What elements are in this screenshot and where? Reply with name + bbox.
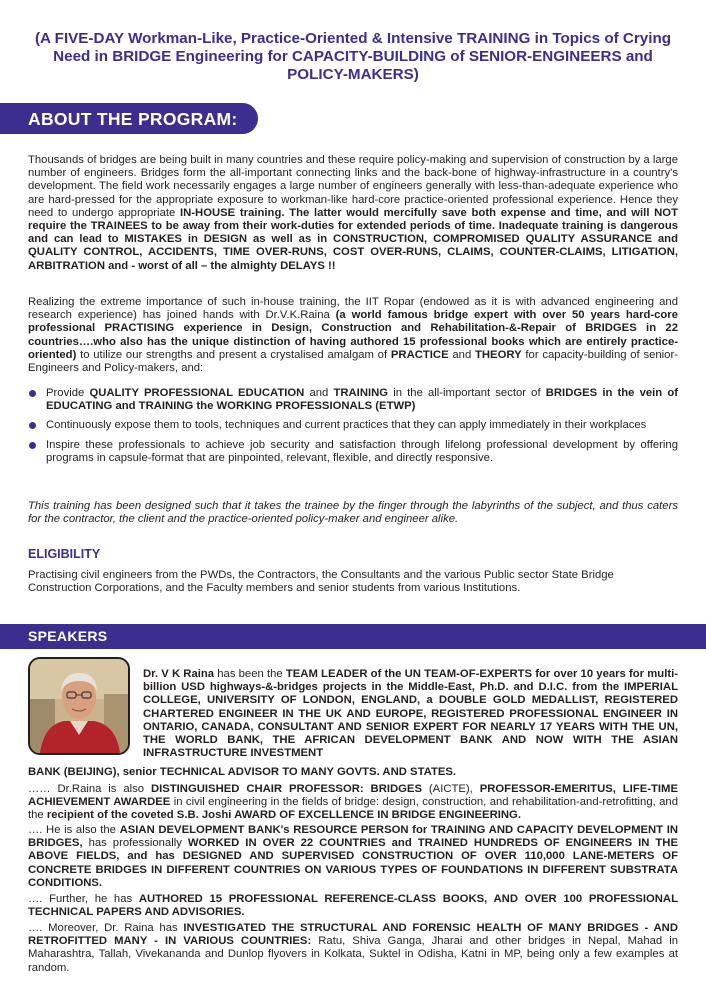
s3-b: ASIAN DEVELOPMENT BANK's RESOURCE PERSON for TRAINING AND CAPACITY DEVELOPMENT IN BRIDGES, — [28, 824, 679, 850]
about-p2-c: to utilize our strengths and present a crystalised amalgam of — [76, 348, 391, 361]
program-subtitle: (A FIVE-DAY Workman-Like, Practice-Oriented & Intensive TRAINING in Topics of Crying Need in BRIDGE Engineering for CAPACITY-BUILDING of SENIOR-ENGINEERS and POLICY-MAKERS) — [34, 30, 672, 83]
bullet1-a: Provide — [46, 387, 90, 399]
about-heading: ABOUT THE PROGRAM: — [28, 109, 238, 129]
bullet-icon — [29, 390, 36, 397]
speaker-bio-5 — [28, 922, 678, 975]
objectives-list — [28, 387, 678, 471]
list-item — [28, 439, 678, 465]
s5-c: Ratu, Shiva Ganga, Jharai and other bridges in Nepal, Mahad in Maharashtra, Tallah, Vivekananda and Dunlop flyovers in Kolkata, Suktel in Odisha, Katni in MP, being only a few examples at random. — [28, 935, 678, 974]
speaker-bio-a: has been the — [214, 668, 286, 680]
speaker-portrait-image — [30, 659, 128, 753]
s3-d: WORKED IN OVER 22 COUNTRIES and TRAINED HUNDREDS OF ENGINEERS IN THE ABOVE FIELDS, and has DESIGNED AND SUPERVISED CONSTRUCTION OF OVER 110,000 LANE-METERS OF CONCRETE BRIDGES IN DIFFERENT COUNTRIES ON VARIOUS TYPES OF FOUNDATIONS IN DIFFERENT SUBSTRATA CONDITIONS. — [28, 837, 678, 889]
speakers-heading: SPEAKERS — [28, 628, 108, 644]
s4-a: …. Further, he has — [28, 893, 139, 905]
s5-b: INVESTIGATED THE STRUCTURAL AND FORENSIC HEALTH OF MANY BRIDGES - AND RETROFITTED MANY - IN VARIOUS COUNTRIES: — [28, 922, 678, 948]
s2-b: DISTINGUISHED CHAIR PROFESSOR: BRIDGES — [150, 783, 423, 795]
s2-d: PROFESSOR-EMERITUS, LIFE-TIME ACHIEVEMENT AWARDEE — [28, 783, 679, 809]
about-p1-text: Thousands of bridges are being built in many countries and these require policy-making and supervision of construction by a large number of engineers. Bridges form the all-important connecting links and the back-bone of highway-infrastructure in a country's development. The field work necessarily engages a large number of engineers generally with less-than-adequate experience who are hard-pressed for the appropriate exposure to workman-like hard-core practice-oriented professional experience. Hence they need to undergo appropriate — [28, 154, 678, 219]
s3-a: …. He is also the — [28, 824, 120, 836]
eligibility-text: Practising civil engineers from the PWDs, the Contractors, the Consultants and the various Public sector State Bridge Construction Corporations, and the Faculty members and senior students from various Institutions. — [28, 569, 614, 595]
s5-a: …. Moreover, Dr. Raina has — [28, 922, 184, 934]
s3-c: has professionally — [82, 837, 188, 850]
about-p2-f: THEORY — [475, 348, 522, 361]
speaker-bio-main — [143, 668, 678, 760]
training-note: This training has been designed such that it takes the trainee by the finger through the labyrinths of the subject, and thus caters for the contractor, the client and the practice-oriented policy-maker and engineer alike. — [28, 500, 678, 526]
about-paragraph-2 — [28, 296, 678, 375]
speaker-photo — [28, 657, 130, 755]
speaker-bio-3 — [28, 824, 678, 890]
bullet3-text: Inspire these professionals to achieve job security and satisfaction through lifelong professional development by offering programs in capsule-format that are pinpointed, relevant, flexible, and directly responsive. — [46, 438, 678, 464]
bullet-icon — [29, 442, 36, 449]
bullet1-c: and — [304, 387, 334, 399]
about-paragraph-1 — [28, 154, 678, 273]
s4-b: AUTHORED 15 PROFESSIONAL REFERENCE-CLASS BOOKS, AND OVER 100 PROFESSIONAL TECHNICAL PAPERS AND ADVISORIES. — [28, 893, 678, 919]
s2-c: (AICTE), — [422, 783, 480, 795]
about-p2-b: (a world famous bridge expert with over 50 years hard-core professional PRACTISING experience in Design, Construction and Rehabilitation-&-Repair of BRIDGES in 22 countries….who also has the unique distinction of having authored 15 professional books which are entirely practice-oriented) — [28, 309, 678, 361]
bullet1-d: TRAINING — [333, 387, 389, 399]
about-p2-a: Realizing the extreme importance of such in-house training, the IIT Ropar (endowed as it is with advanced engineering and research experience) has joined hands with Dr.V.K.Raina — [28, 296, 678, 322]
about-p2-e: and — [448, 348, 475, 361]
speaker-bio-cont: BANK (BEIJING), senior TECHNICAL ADVISOR TO MANY GOVTS. AND STATES. — [28, 766, 457, 778]
speaker-bio-b: TEAM LEADER of the UN TEAM-OF-EXPERTS for over 10 years for multi-billion USD highways-&-bridges projects in the Middle-East, Ph.D. and D.I.C. from the IMPERIAL COLLEGE, UNIVERSITY OF LONDON, ENGLAND, a DOUBLE GOLD MEDALLIST, REGISTERED CHARTERED ENGINEER IN THE UK AND EUROPE, REGISTERED PROFESSIONAL ENGINEER IN ONTARIO, CANADA, CONSULTANT AND SENIOR EXPERT FOR NEARLY 17 YEARS WITH THE UN, THE WORLD BANK, THE AFRICAN DEVELOPMENT BANK AND NOW WITH THE ASIAN INFRASTRUCTURE INVESTMENT — [143, 668, 678, 760]
s2-e: in civil engineering in the fields of bridge: design, construction, and rehabilitation-and-retrofitting, and the — [28, 796, 678, 822]
about-p1-bold: IN-HOUSE training. The latter would mercifully save both expense and time, and will NOT require the TRAINEES to be away from their work-duties for extended periods of time. Inadequate training is dangerous and can lead to MISTAKES in DESIGN as well as in CONSTRUCTION, COMPROMISED QUALITY ASSURANCE and QUALITY CONTROL, ACCIDENTS, TIME OVER-RUNS, COST OVER-RUNS, CLAIMS, COUNTER-CLAIMS, LITIGATION, ARBITRATION and - worst of all – the almighty DELAYS !! — [28, 206, 678, 272]
eligibility-heading: ELIGIBILITY — [28, 547, 101, 561]
bullet2-text: Continuously expose them to tools, techniques and current practices that they can apply immediately in their workplaces — [46, 419, 647, 432]
bullet1-e: in the all-important sector of — [388, 387, 546, 399]
speaker-bio-continued — [28, 766, 678, 779]
speaker-bio-4 — [28, 893, 678, 919]
bullet1-b: QUALITY PROFESSIONAL EDUCATION — [89, 387, 305, 399]
about-p2-g: for capacity-building of senior-Engineers and Policy-makers, and: — [28, 348, 678, 375]
s2-a: …… Dr.Raina is also — [28, 783, 151, 795]
list-item — [28, 387, 678, 413]
speaker-bio-2 — [28, 783, 678, 823]
list-item — [28, 419, 678, 432]
speaker-name: Dr. V K Raina — [143, 668, 215, 680]
about-heading-band — [0, 103, 258, 134]
speakers-heading-band — [0, 624, 706, 649]
about-p2-d: PRACTICE — [390, 348, 449, 361]
bullet1-f: BRIDGES in the vein of EDUCATING and TRAINING the WORKING PROFESSIONALS (ETWP) — [46, 387, 678, 413]
s2-f: recipient of the coveted S.B. Joshi AWARD OF EXCELLENCE IN BRIDGE ENGINEERING. — [46, 809, 521, 822]
bullet-icon — [29, 422, 36, 429]
